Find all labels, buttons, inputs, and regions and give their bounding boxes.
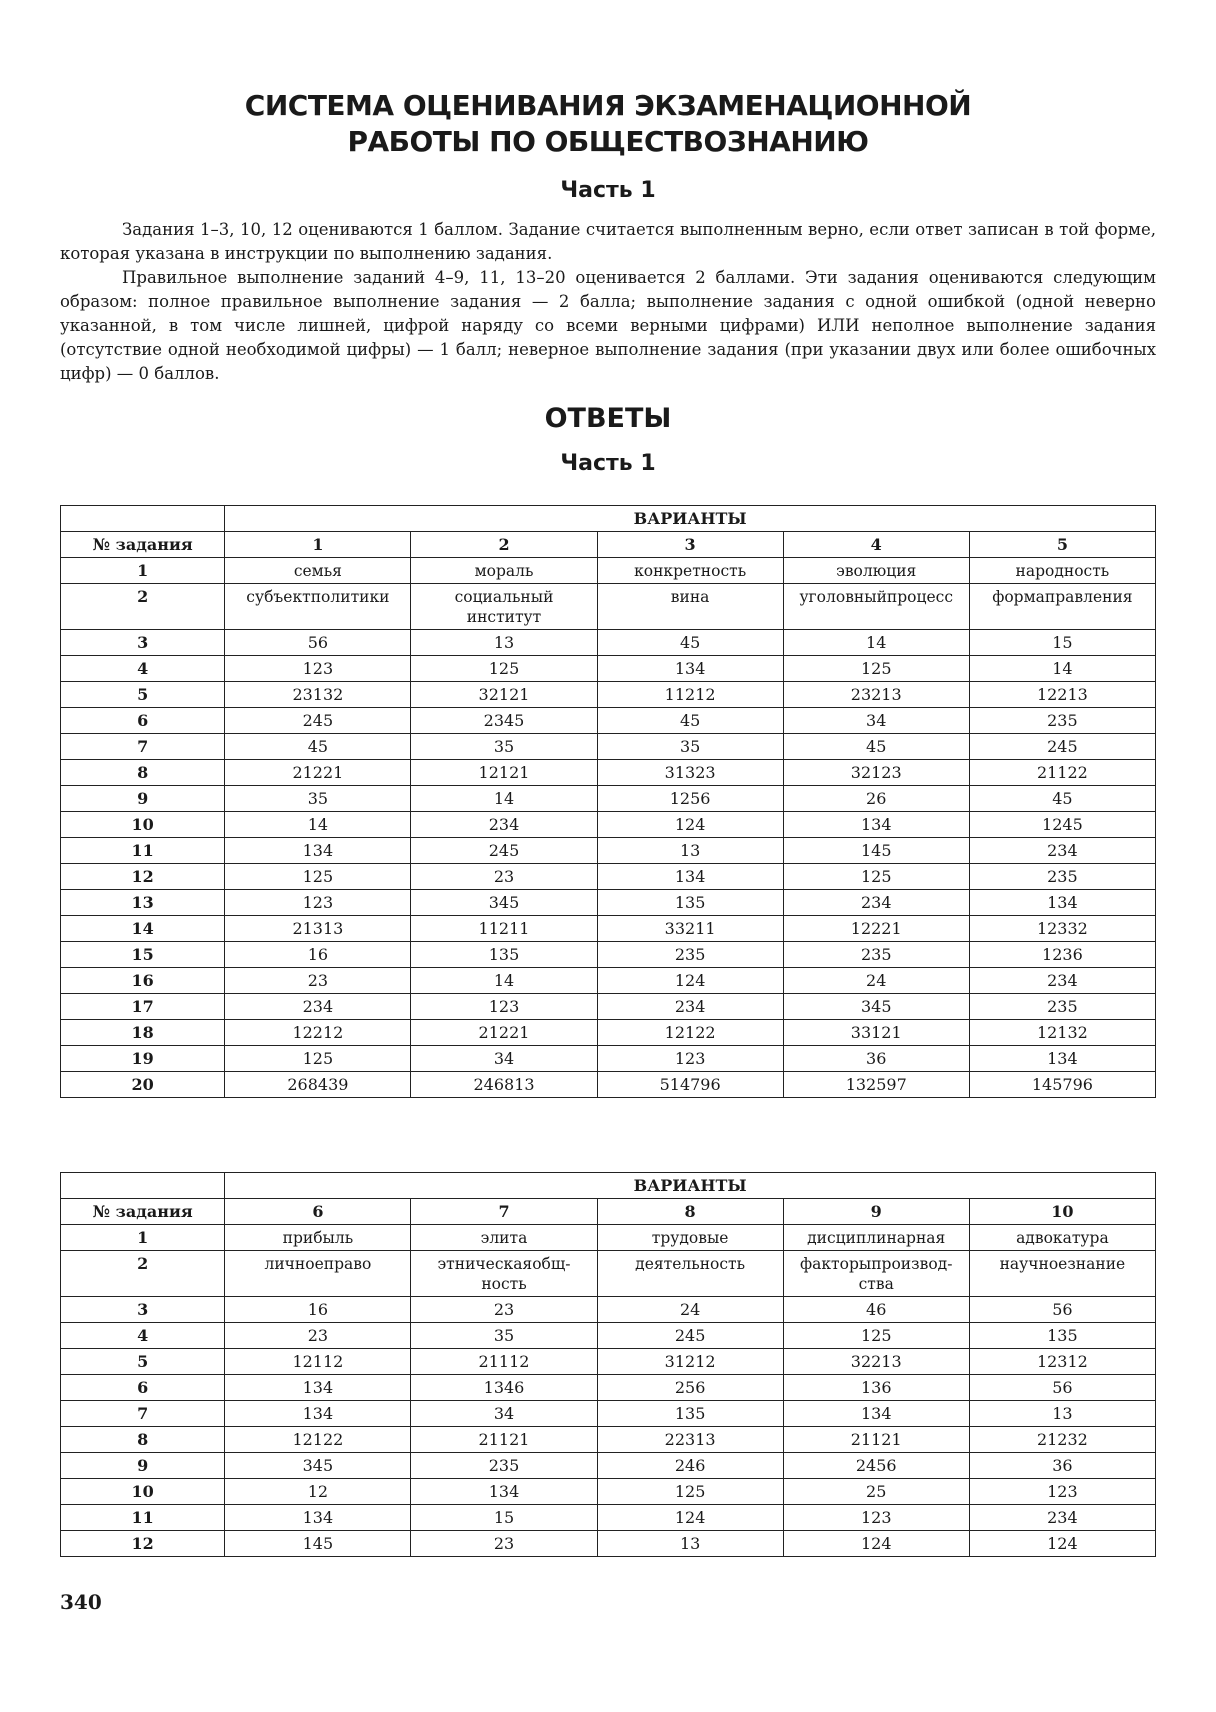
answer-cell: 123	[597, 1046, 783, 1072]
answer-cell: 21221	[411, 1020, 597, 1046]
table-row	[61, 1251, 1156, 1297]
answer-cell: конкретность	[597, 558, 783, 584]
task-number: 11	[61, 838, 225, 864]
answer-cell: этническаяобщ-ность	[411, 1251, 597, 1297]
answer-cell: 24	[783, 968, 969, 994]
answer-cell: 46	[783, 1297, 969, 1323]
answer-cell: субъектполитики	[225, 584, 411, 630]
answer-cell: 234	[969, 968, 1155, 994]
table-row	[61, 708, 1156, 734]
intro-paragraph-2: Правильное выполнение заданий 4–9, 11, 13–20 оценивается 2 баллами. Эти задания оцениваются следующим образом: полное правильное выполнение задания — 2 балла; выполнение задания с одной ошибкой (одной неверно указанной, в том числе лишней, цифрой наряду со всеми верными цифрами) ИЛИ неполное выполнение задания (отсутствие одной необходимой цифры) — 1 балл; неверное выполнение задания (при указании двух или более ошибочных цифр) — 0 баллов.	[60, 268, 1156, 383]
table-row	[61, 1375, 1156, 1401]
answer-cell: 1245	[969, 812, 1155, 838]
table-row	[61, 630, 1156, 656]
answer-cell: 134	[783, 1401, 969, 1427]
answer-cell: 125	[783, 864, 969, 890]
answer-cell: 14	[969, 656, 1155, 682]
variant-number: 2	[411, 532, 597, 558]
answer-cell: 26	[783, 786, 969, 812]
answer-cell: 125	[783, 1323, 969, 1349]
answer-cell: 345	[783, 994, 969, 1020]
answer-cell: 235	[783, 942, 969, 968]
grading-instructions	[60, 218, 1156, 386]
task-number: 17	[61, 994, 225, 1020]
answer-cell: 32213	[783, 1349, 969, 1375]
answer-cell: 13	[597, 1531, 783, 1557]
answer-cell: адвокатура	[969, 1225, 1155, 1251]
answer-cell: 14	[411, 786, 597, 812]
answer-cell: 235	[969, 994, 1155, 1020]
answer-cell: 145796	[969, 1072, 1155, 1098]
answer-cell: личноеправо	[225, 1251, 411, 1297]
answer-cell: 1256	[597, 786, 783, 812]
task-column-header: № задания	[61, 532, 225, 558]
answers-heading: ОТВЕТЫ	[544, 403, 672, 434]
answer-cell: 268439	[225, 1072, 411, 1098]
answer-cell: 235	[411, 1453, 597, 1479]
task-number: 7	[61, 1401, 225, 1427]
answer-cell: 31212	[597, 1349, 783, 1375]
answer-cell: 245	[969, 734, 1155, 760]
answer-cell: 245	[597, 1323, 783, 1349]
answer-cell: 14	[411, 968, 597, 994]
answer-cell: 2345	[411, 708, 597, 734]
answers-part-heading: Часть 1	[560, 451, 656, 476]
task-number: 14	[61, 916, 225, 942]
answer-cell: 12312	[969, 1349, 1155, 1375]
answer-cell: 12132	[969, 1020, 1155, 1046]
answer-cell: прибыль	[225, 1225, 411, 1251]
table-row	[61, 994, 1156, 1020]
answer-cell: 2456	[783, 1453, 969, 1479]
task-number: 11	[61, 1505, 225, 1531]
answer-cell: 35	[411, 1323, 597, 1349]
answer-cell: 35	[225, 786, 411, 812]
table-row	[61, 1323, 1156, 1349]
answer-cell: 21313	[225, 916, 411, 942]
task-number: 7	[61, 734, 225, 760]
answer-cell: семья	[225, 558, 411, 584]
answer-cell: 14	[783, 630, 969, 656]
answer-cell: 12213	[969, 682, 1155, 708]
answer-cell: 345	[411, 890, 597, 916]
answer-cell: 134	[225, 1375, 411, 1401]
variant-number: 5	[969, 532, 1155, 558]
task-number: 9	[61, 786, 225, 812]
table-row	[61, 1453, 1156, 1479]
task-number: 18	[61, 1020, 225, 1046]
table-row	[61, 734, 1156, 760]
answer-cell: 124	[969, 1531, 1155, 1557]
answer-cell: факторыпроизвод-ства	[783, 1251, 969, 1297]
answers-table-variants-6-10	[60, 1172, 1156, 1557]
answer-cell: народность	[969, 558, 1155, 584]
table-row	[61, 1020, 1156, 1046]
variant-number: 7	[411, 1199, 597, 1225]
answer-cell: 235	[969, 864, 1155, 890]
variants-label: ВАРИАНТЫ	[225, 1173, 1156, 1199]
answer-cell: 22313	[597, 1427, 783, 1453]
task-number: 3	[61, 1297, 225, 1323]
task-number: 6	[61, 708, 225, 734]
answer-cell: 16	[225, 1297, 411, 1323]
answer-cell: 23	[411, 1531, 597, 1557]
table-row	[61, 968, 1156, 994]
intro-paragraph-1: Задания 1–3, 10, 12 оцениваются 1 баллом. Задание считается выполненным верно, если ответ записан в той форме, которая указана в инструкции по выполнению задания.	[60, 220, 1156, 263]
corner-cell	[61, 506, 225, 532]
variant-numbers-row	[61, 532, 1156, 558]
answer-cell: трудовые	[597, 1225, 783, 1251]
answer-cell: 134	[969, 890, 1155, 916]
answer-cell: 134	[225, 1401, 411, 1427]
variants-header-row	[61, 1173, 1156, 1199]
task-number: 10	[61, 812, 225, 838]
answer-cell: 514796	[597, 1072, 783, 1098]
variants-header-row	[61, 506, 1156, 532]
answer-cell: 23	[225, 968, 411, 994]
title-line-1: СИСТЕМА ОЦЕНИВАНИЯ ЭКЗАМЕНАЦИОННОЙ	[244, 89, 972, 122]
task-number: 4	[61, 656, 225, 682]
answer-cell: 34	[783, 708, 969, 734]
answer-cell: 23	[411, 1297, 597, 1323]
corner-cell	[61, 1173, 225, 1199]
task-number: 2	[61, 584, 225, 630]
answer-cell: 124	[783, 1531, 969, 1557]
table-row	[61, 1531, 1156, 1557]
answer-cell: вина	[597, 584, 783, 630]
task-number: 6	[61, 1375, 225, 1401]
answer-cell: 245	[411, 838, 597, 864]
answer-cell: 145	[225, 1531, 411, 1557]
answer-cell: социальный институт	[411, 584, 597, 630]
answer-cell: 134	[597, 656, 783, 682]
answer-cell: 134	[783, 812, 969, 838]
table-row	[61, 1225, 1156, 1251]
page-title	[60, 88, 1156, 160]
variant-number: 9	[783, 1199, 969, 1225]
table-row	[61, 1297, 1156, 1323]
answer-cell: 1236	[969, 942, 1155, 968]
answer-cell: 125	[225, 1046, 411, 1072]
table-row	[61, 1349, 1156, 1375]
answer-cell: 134	[969, 1046, 1155, 1072]
task-number: 16	[61, 968, 225, 994]
answer-cell: 21121	[783, 1427, 969, 1453]
answer-cell: 23	[225, 1323, 411, 1349]
answer-cell: 123	[969, 1479, 1155, 1505]
answer-cell: 56	[225, 630, 411, 656]
variant-number: 1	[225, 532, 411, 558]
answer-cell: 35	[411, 734, 597, 760]
task-number: 3	[61, 630, 225, 656]
answer-cell: 36	[969, 1453, 1155, 1479]
answer-cell: 13	[597, 838, 783, 864]
task-number: 4	[61, 1323, 225, 1349]
answer-cell: 12221	[783, 916, 969, 942]
answer-cell: 234	[597, 994, 783, 1020]
answer-cell: 34	[411, 1046, 597, 1072]
answer-cell: 45	[597, 630, 783, 656]
table-row	[61, 1401, 1156, 1427]
answer-cell: 234	[969, 1505, 1155, 1531]
answer-cell: 124	[597, 1505, 783, 1531]
answer-cell: 33211	[597, 916, 783, 942]
answer-cell: 45	[969, 786, 1155, 812]
table-row	[61, 916, 1156, 942]
answer-cell: 12212	[225, 1020, 411, 1046]
answer-cell: 125	[225, 864, 411, 890]
answer-cell: 123	[225, 890, 411, 916]
answer-cell: 13	[969, 1401, 1155, 1427]
answer-cell: 234	[411, 812, 597, 838]
answer-cell: 235	[597, 942, 783, 968]
table-row	[61, 1479, 1156, 1505]
answer-cell: 23	[411, 864, 597, 890]
answer-cell: 125	[783, 656, 969, 682]
table-row	[61, 838, 1156, 864]
answer-cell: 12121	[411, 760, 597, 786]
answer-cell: 135	[969, 1323, 1155, 1349]
answer-cell: 123	[225, 656, 411, 682]
table-row	[61, 864, 1156, 890]
table-row	[61, 682, 1156, 708]
task-number: 15	[61, 942, 225, 968]
answer-cell: 123	[411, 994, 597, 1020]
table-row	[61, 1505, 1156, 1531]
answer-cell: 21232	[969, 1427, 1155, 1453]
answer-cell: 123	[783, 1505, 969, 1531]
answer-cell: 134	[597, 864, 783, 890]
answer-cell: научноезнание	[969, 1251, 1155, 1297]
answer-cell: уголовныйпроцесс	[783, 584, 969, 630]
task-number: 2	[61, 1251, 225, 1297]
table-row	[61, 558, 1156, 584]
task-number: 12	[61, 864, 225, 890]
task-number: 1	[61, 558, 225, 584]
variant-number: 3	[597, 532, 783, 558]
answer-cell: 32123	[783, 760, 969, 786]
answer-cell: 21221	[225, 760, 411, 786]
answer-cell: 16	[225, 942, 411, 968]
answer-cell: 13	[411, 630, 597, 656]
answer-cell: 124	[597, 968, 783, 994]
answer-cell: 36	[783, 1046, 969, 1072]
answer-cell: 125	[411, 656, 597, 682]
answer-cell: 34	[411, 1401, 597, 1427]
answer-cell: 134	[225, 1505, 411, 1531]
answer-cell: 56	[969, 1375, 1155, 1401]
task-number: 9	[61, 1453, 225, 1479]
task-number: 12	[61, 1531, 225, 1557]
task-number: 8	[61, 1427, 225, 1453]
answer-cell: 21112	[411, 1349, 597, 1375]
answer-cell: 45	[225, 734, 411, 760]
answer-cell: 45	[783, 734, 969, 760]
answer-cell: дисциплинарная	[783, 1225, 969, 1251]
answer-cell: 35	[597, 734, 783, 760]
answer-cell: 1346	[411, 1375, 597, 1401]
answer-cell: эволюция	[783, 558, 969, 584]
answer-cell: 234	[225, 994, 411, 1020]
answer-cell: 12122	[225, 1427, 411, 1453]
answer-cell: 24	[597, 1297, 783, 1323]
task-number: 13	[61, 890, 225, 916]
variant-number: 6	[225, 1199, 411, 1225]
variant-number: 8	[597, 1199, 783, 1225]
table-row	[61, 760, 1156, 786]
answer-cell: 245	[225, 708, 411, 734]
answer-cell: 134	[411, 1479, 597, 1505]
answer-cell: 234	[783, 890, 969, 916]
task-number: 5	[61, 1349, 225, 1375]
answer-cell: 11212	[597, 682, 783, 708]
answer-cell: мораль	[411, 558, 597, 584]
table-row	[61, 786, 1156, 812]
table-row	[61, 890, 1156, 916]
part1-heading: Часть 1	[560, 178, 656, 203]
title-line-2: РАБОТЫ ПО ОБЩЕСТВОЗНАНИЮ	[347, 125, 869, 158]
answer-cell: 14	[225, 812, 411, 838]
variants-label: ВАРИАНТЫ	[225, 506, 1156, 532]
table-row	[61, 1046, 1156, 1072]
answer-cell: 136	[783, 1375, 969, 1401]
table-row	[61, 1072, 1156, 1098]
answers-table-variants-1-5	[60, 505, 1156, 1098]
task-number: 5	[61, 682, 225, 708]
answer-cell: 345	[225, 1453, 411, 1479]
table-row	[61, 656, 1156, 682]
answer-cell: 234	[969, 838, 1155, 864]
table-row	[61, 584, 1156, 630]
variant-number: 4	[783, 532, 969, 558]
page-number: 340	[60, 1590, 102, 1614]
answer-cell: 124	[597, 812, 783, 838]
task-column-header: № задания	[61, 1199, 225, 1225]
table-row	[61, 942, 1156, 968]
answer-cell: 31323	[597, 760, 783, 786]
answer-cell: 235	[969, 708, 1155, 734]
answer-cell: 135	[597, 890, 783, 916]
answer-cell: 246	[597, 1453, 783, 1479]
answer-cell: формаправления	[969, 584, 1155, 630]
answer-cell: 12	[225, 1479, 411, 1505]
answer-cell: 15	[411, 1505, 597, 1531]
answer-cell: 134	[225, 838, 411, 864]
answer-cell: 12332	[969, 916, 1155, 942]
task-number: 1	[61, 1225, 225, 1251]
answer-cell: 145	[783, 838, 969, 864]
answer-cell: 12122	[597, 1020, 783, 1046]
variant-number: 10	[969, 1199, 1155, 1225]
answer-cell: 132597	[783, 1072, 969, 1098]
task-number: 20	[61, 1072, 225, 1098]
task-number: 19	[61, 1046, 225, 1072]
variant-numbers-row	[61, 1199, 1156, 1225]
answer-cell: 33121	[783, 1020, 969, 1046]
answer-cell: деятельность	[597, 1251, 783, 1297]
answer-cell: 56	[969, 1297, 1155, 1323]
answer-cell: 256	[597, 1375, 783, 1401]
table-row	[61, 812, 1156, 838]
answer-cell: 125	[597, 1479, 783, 1505]
table-row	[61, 1427, 1156, 1453]
answer-cell: 246813	[411, 1072, 597, 1098]
answer-cell: 21121	[411, 1427, 597, 1453]
answer-cell: 32121	[411, 682, 597, 708]
answer-cell: 135	[411, 942, 597, 968]
answer-cell: элита	[411, 1225, 597, 1251]
answer-cell: 23132	[225, 682, 411, 708]
answer-cell: 12112	[225, 1349, 411, 1375]
answer-cell: 11211	[411, 916, 597, 942]
answer-cell: 135	[597, 1401, 783, 1427]
answer-cell: 25	[783, 1479, 969, 1505]
task-number: 8	[61, 760, 225, 786]
answer-cell: 15	[969, 630, 1155, 656]
answer-cell: 45	[597, 708, 783, 734]
answer-cell: 21122	[969, 760, 1155, 786]
answer-cell: 23213	[783, 682, 969, 708]
task-number: 10	[61, 1479, 225, 1505]
